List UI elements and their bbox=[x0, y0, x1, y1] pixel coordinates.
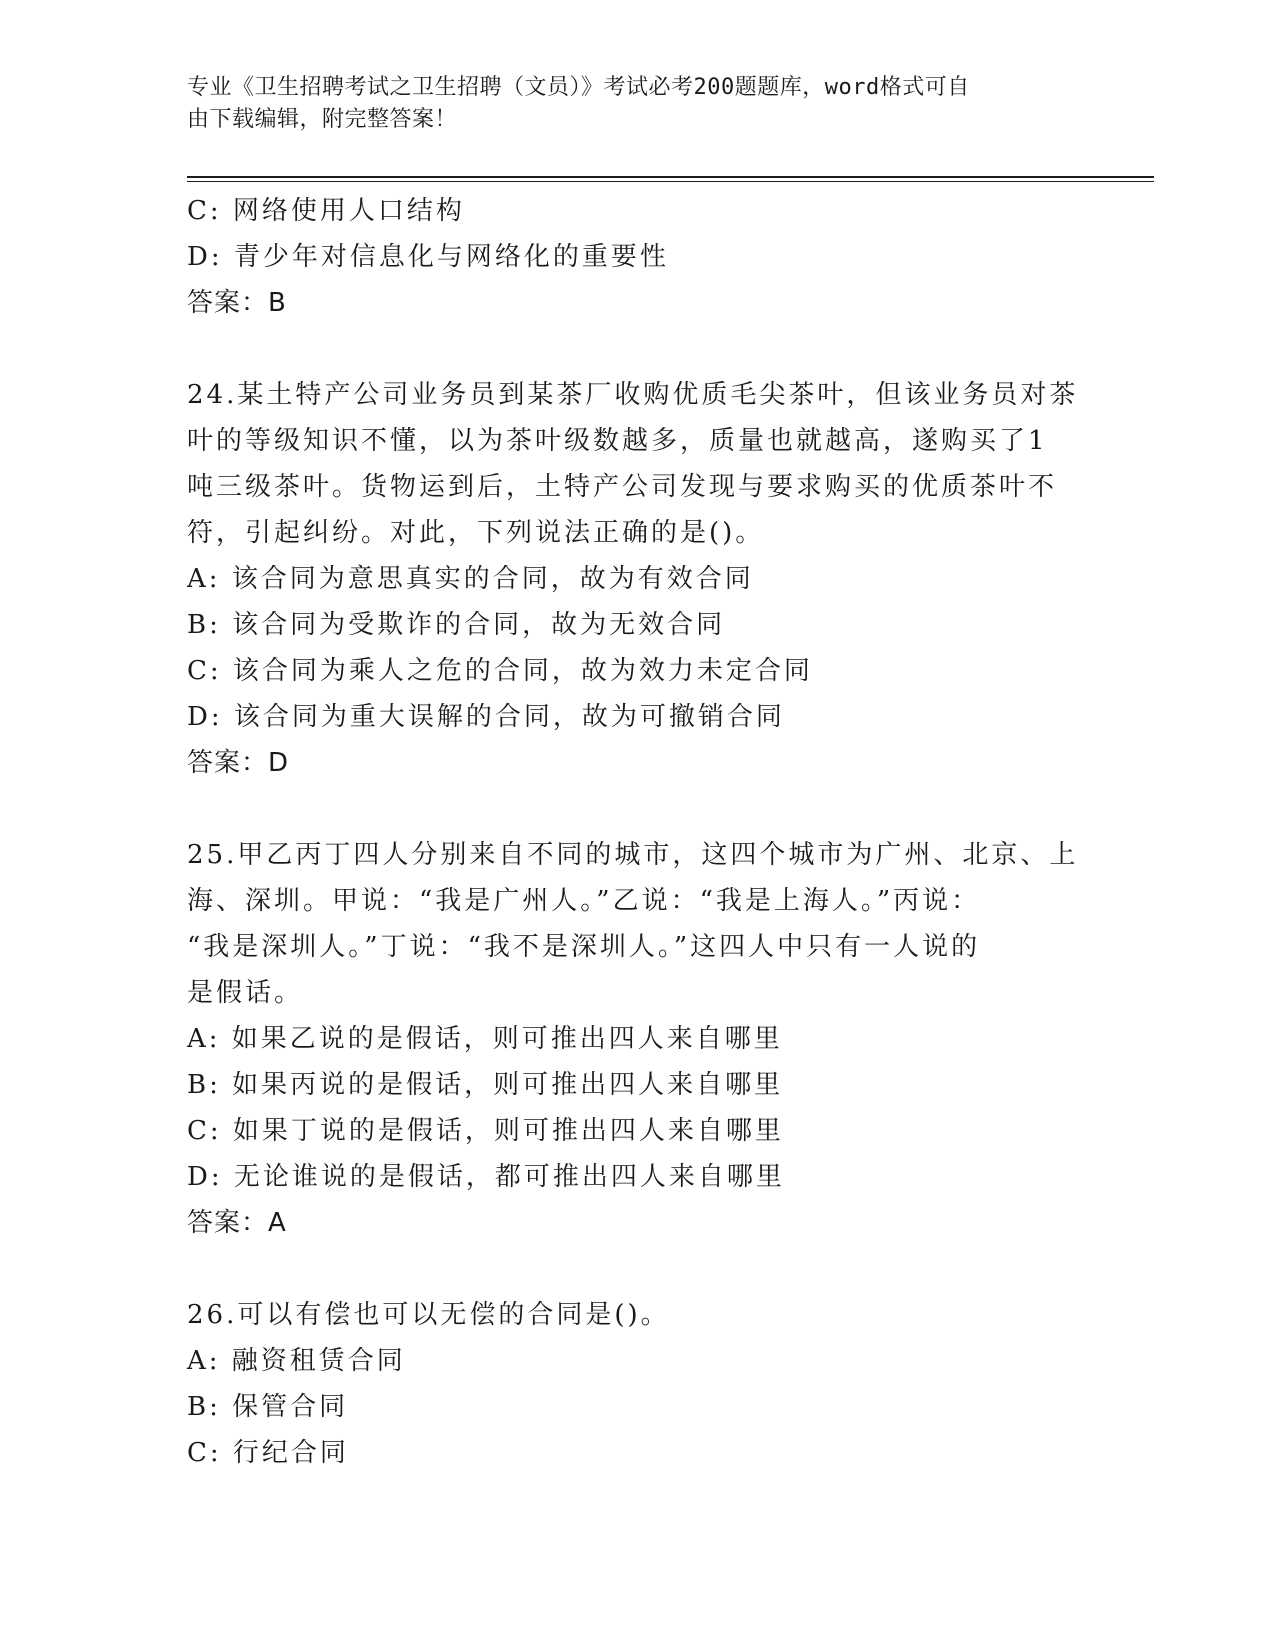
question-25 bbox=[187, 832, 1087, 1246]
option-c: C: 行纪合同 bbox=[187, 1438, 349, 1468]
spacer bbox=[187, 786, 1087, 832]
option-b: B: 如果丙说的是假话，则可推出四人来自哪里 bbox=[187, 1070, 784, 1100]
header-line-2: 由下载编辑，附完整答案！ bbox=[187, 107, 458, 132]
option-d: D: 该合同为重大误解的合同，故为可撤销合同 bbox=[187, 702, 785, 732]
question-text-line: 叶的等级知识不懂，以为茶叶级数越多，质量也就越高，遂购买了1 bbox=[187, 426, 1048, 456]
question-text-line: 吨三级茶叶。货物运到后，土特产公司发现与要求购买的优质茶叶不 bbox=[187, 472, 1058, 502]
question-text-line: 是假话。 bbox=[187, 978, 304, 1008]
spacer bbox=[187, 326, 1087, 372]
page-header bbox=[187, 72, 1067, 136]
option-b: B: 保管合同 bbox=[187, 1392, 349, 1422]
answer: 答案：D bbox=[187, 748, 290, 778]
option-a: A: 融资租赁合同 bbox=[187, 1346, 406, 1376]
option-c: C: 该合同为乘人之危的合同，故为效力未定合同 bbox=[187, 656, 813, 686]
spacer bbox=[187, 1246, 1087, 1292]
option-b: B: 该合同为受欺诈的合同，故为无效合同 bbox=[187, 610, 726, 640]
question-26 bbox=[187, 1292, 1087, 1476]
question-text-line: 海、深圳。甲说：“我是广州人。”乙说：“我是上海人。”丙说： bbox=[187, 886, 981, 916]
header-divider-thin bbox=[187, 181, 1154, 182]
header-line-1: 专业《卫生招聘考试之卫生招聘（文员）》考试必考200题题库，word格式可自 bbox=[187, 75, 970, 100]
question-text-line: 26.可以有偿也可以无偿的合同是()。 bbox=[187, 1300, 670, 1330]
question-text-line: 24.某土特产公司业务员到某茶厂收购优质毛尖茶叶，但该业务员对茶 bbox=[187, 380, 1079, 410]
question-content bbox=[187, 188, 1087, 1476]
question-24 bbox=[187, 372, 1087, 786]
option-a: A: 该合同为意思真实的合同，故为有效合同 bbox=[187, 564, 754, 594]
header-divider-thick bbox=[187, 176, 1154, 178]
answer: 答案：A bbox=[187, 1208, 287, 1238]
question-text-line: 25.甲乙丙丁四人分别来自不同的城市，这四个城市为广州、北京、上 bbox=[187, 840, 1079, 870]
prev-answer: 答案：B bbox=[187, 288, 287, 318]
option-d: D: 无论谁说的是假话，都可推出四人来自哪里 bbox=[187, 1162, 785, 1192]
option-c: C: 如果丁说的是假话，则可推出四人来自哪里 bbox=[187, 1116, 784, 1146]
option-a: A: 如果乙说的是假话，则可推出四人来自哪里 bbox=[187, 1024, 783, 1054]
question-text-line: 符，引起纠纷。对此，下列说法正确的是()。 bbox=[187, 518, 765, 548]
question-text-line: “我是深圳人。”丁说：“我不是深圳人。”这四人中只有一人说的 bbox=[187, 932, 981, 962]
prev-option-d: D: 青少年对信息化与网络化的重要性 bbox=[187, 242, 669, 272]
prev-option-c: C: 网络使用人口结构 bbox=[187, 196, 465, 226]
